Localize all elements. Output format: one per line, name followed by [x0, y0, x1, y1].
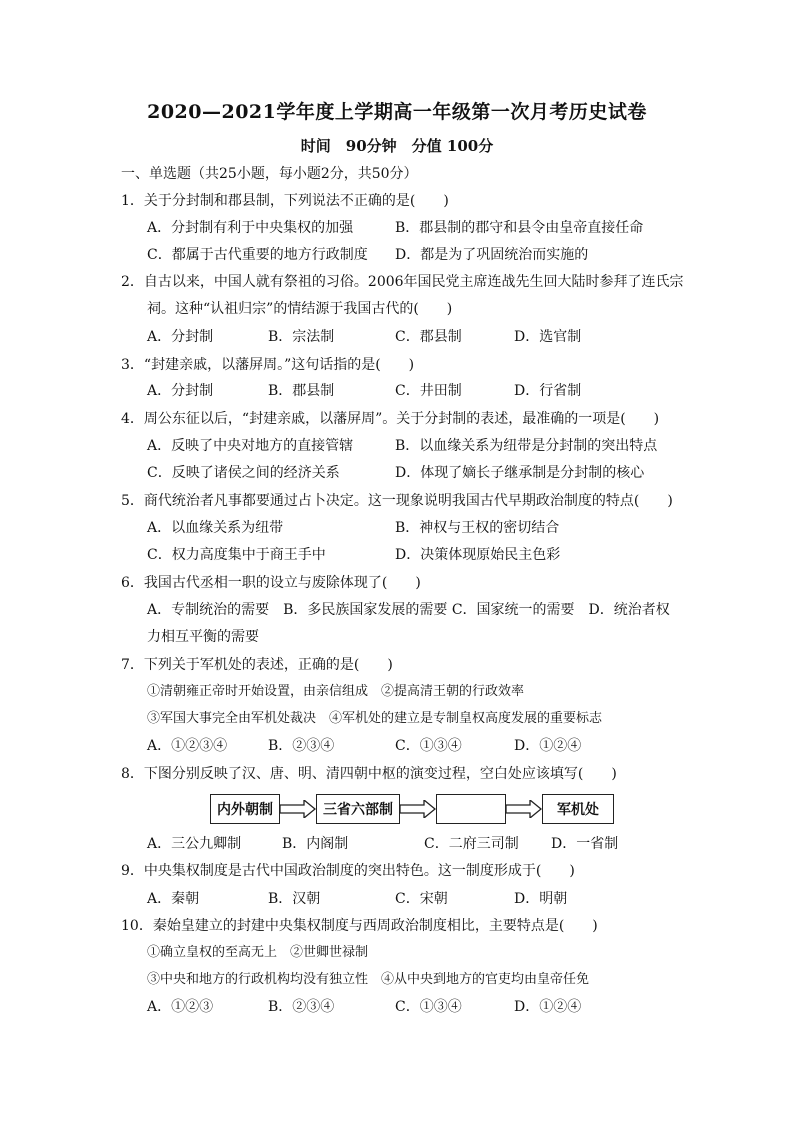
- q9-option-a: A．秦朝: [147, 891, 200, 907]
- q8-option-d: D．一省制: [551, 836, 619, 852]
- q3-stem: 3．“封建亲戚，以藩屏周。”这句话指的是( ): [121, 357, 415, 373]
- q10-statements-line2: ③中央和地方的行政机构均没有独立性 ④从中央到地方的官吏均由皇帝任免: [147, 972, 590, 987]
- q7-statements-line2: ③军国大事完全由军机处裁决 ④军机处的建立是专制皇权高度发展的重要标志: [147, 711, 603, 726]
- q10-statements-line1: ①确立皇权的至高无上 ②世卿世禄制: [147, 945, 369, 960]
- q8-option-b: B．内阁制: [282, 836, 349, 852]
- q9-option-d: D．明朝: [514, 891, 568, 907]
- q9-option-b: B．汉朝: [268, 891, 321, 907]
- q10-option-b: B．②③④: [268, 999, 335, 1015]
- q5-stem: 5．商代统治者凡事都要通过占卜决定。这一现象说明我国古代早期政治制度的特点( ): [121, 493, 673, 509]
- q9-option-c: C．宋朝: [395, 891, 448, 907]
- q7-stem: 7．下列关于军机处的表述，正确的是( ): [121, 657, 393, 673]
- q4-option-d: D．体现了嫡长子继承制是分封制的核心: [395, 465, 645, 481]
- q8-stem: 8．下图分别反映了汉、唐、明、清四朝中枢的演变过程，空白处应该填写( ): [121, 766, 617, 782]
- section-heading: 一、单选题（共25小题，每小题2分，共50分）: [121, 166, 418, 182]
- flow-box-blank: [436, 794, 506, 824]
- q3-option-d: D．行省制: [514, 383, 582, 399]
- q1-option-a: A．分封制有利于中央集权的加强: [147, 220, 354, 236]
- q3-option-c: C．井田制: [395, 383, 462, 399]
- q2-option-c: C．郡县制: [395, 329, 462, 345]
- exam-title: 2020—2021学年度上学期高一年级第一次月考历史试卷: [147, 101, 647, 123]
- q4-option-a: A．反映了中央对地方的直接管辖: [147, 438, 354, 454]
- q4-option-b: B．以血缘关系为纽带是分封制的突出特点: [395, 438, 658, 454]
- arrow-right-icon: [400, 800, 436, 818]
- q3-option-b: B．郡县制: [268, 383, 335, 399]
- q5-option-b: B．神权与王权的密切结合: [395, 520, 560, 536]
- q10-option-d: D．①②④: [514, 999, 582, 1015]
- arrow-right-icon: [280, 800, 316, 818]
- q4-option-c: C．反映了诸侯之间的经济关系: [147, 465, 340, 481]
- q8-option-a: A．三公九卿制: [147, 836, 242, 852]
- q3-option-a: A．分封制: [147, 383, 214, 399]
- q10-option-c: C．①③④: [395, 999, 462, 1015]
- arrow-right-icon: [506, 800, 542, 818]
- q10-option-a: A．①②③: [147, 999, 214, 1015]
- q6-stem: 6．我国古代丞相一职的设立与废除体现了( ): [121, 575, 421, 591]
- q5-option-d: D．决策体现原始民主色彩: [395, 547, 561, 563]
- q7-option-c: C．①③④: [395, 738, 462, 754]
- q6-options: A．专制统治的需要 B．多民族国家发展的需要 C．国家统一的需要 D．统治者权: [147, 602, 670, 618]
- q1-option-b: B．郡县制的郡守和县令由皇帝直接任命: [395, 220, 644, 236]
- q2-option-b: B．宗法制: [268, 329, 335, 345]
- q2-stem-line1: 2．自古以来，中国人就有祭祖的习俗。2006年国民党主席连战先生回大陆时参拜了连氏宗: [121, 274, 684, 290]
- flow-box-grand-council: 军机处: [542, 794, 614, 824]
- q4-stem: 4．周公东征以后，“封建亲戚，以藩屏周”。关于分封制的表述，最准确的一项是( ): [121, 411, 660, 427]
- exam-subtitle: 时间 90分钟 分值 100分: [300, 137, 494, 155]
- q1-stem: 1．关于分封制和郡县制，下列说法不正确的是( ): [121, 193, 449, 209]
- q1-option-c: C．都属于古代重要的地方行政制度: [147, 247, 368, 263]
- q5-option-a: A．以血缘关系为纽带: [147, 520, 284, 536]
- q9-stem: 9．中央集权制度是古代中国政治制度的突出特色。这一制度形成于( ): [121, 863, 575, 879]
- q5-option-c: C．权力高度集中于商王手中: [147, 547, 326, 563]
- q2-stem-line2: 祠。这种“认祖归宗”的情结源于我国古代的( ): [147, 301, 453, 317]
- q2-option-d: D．选官制: [514, 329, 582, 345]
- flow-box-inner-outer-court: 内外朝制: [210, 794, 280, 824]
- q7-option-b: B．②③④: [268, 738, 335, 754]
- q7-statements-line1: ①清朝雍正帝时开始设置，由亲信组成 ②提高清王朝的行政效率: [147, 684, 525, 699]
- q7-option-d: D．①②④: [514, 738, 582, 754]
- q6-options-continued: 力相互平衡的需要: [147, 629, 259, 645]
- q7-option-a: A．①②③④: [147, 738, 228, 754]
- q1-option-d: D．都是为了巩固统治而实施的: [395, 247, 589, 263]
- flow-box-three-departments: 三省六部制: [316, 794, 400, 824]
- q8-option-c: C．二府三司制: [424, 836, 519, 852]
- q10-stem: 10．秦始皇建立的封建中央集权制度与西周政治制度相比，主要特点是( ): [121, 918, 598, 934]
- q2-option-a: A．分封制: [147, 329, 214, 345]
